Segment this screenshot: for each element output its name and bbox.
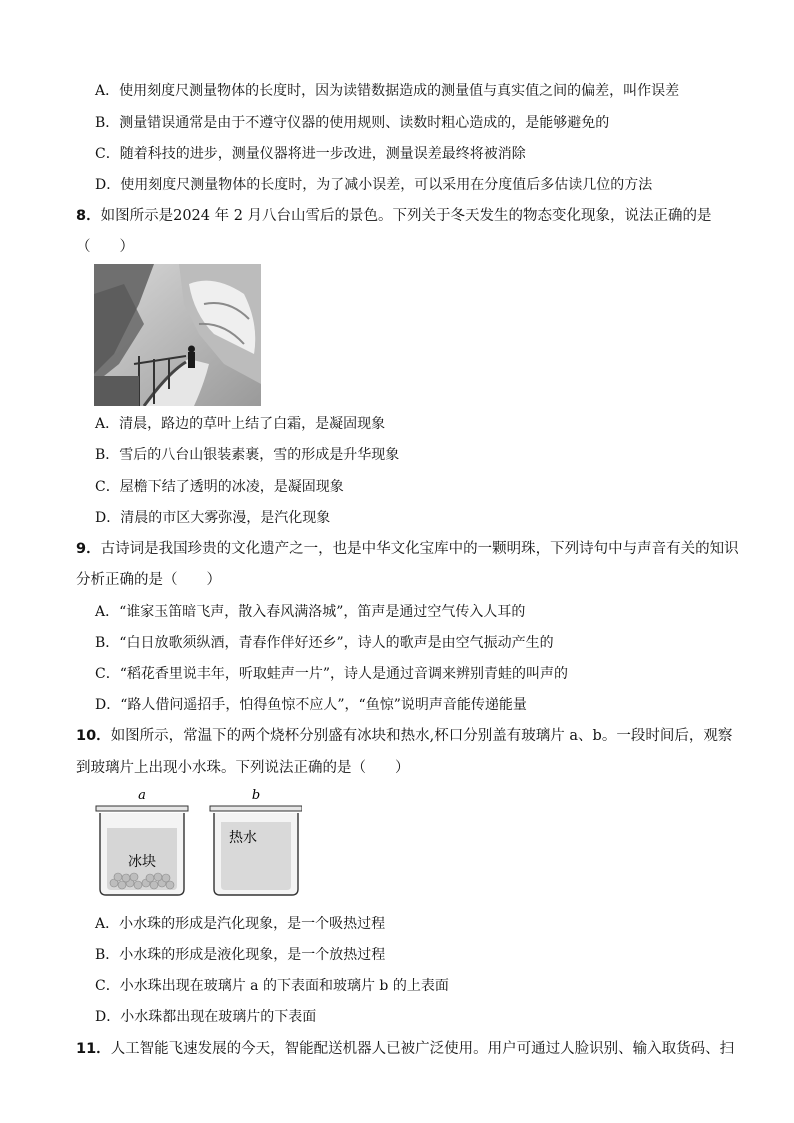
q9-option-c: C．“稻花香里说丰年，听取蛙声一片”，诗人是通过音调来辨别青蛙的叫声的 [95,666,569,682]
beaker-b [210,806,302,895]
q9-stem-line2: 分析正确的是（ ） [76,572,221,588]
glass-plate-a [96,806,188,811]
q11-stem-text: 人工智能飞速发展的今天，智能配送机器人已被广泛使用。用户可通过人脸识别、输入取货码、扫 [110,1041,735,1057]
hot-water-label: 热水 [229,830,257,846]
q8-option-b: B．雪后的八台山银装素裹，雪的形成是升华现象 [95,447,400,463]
q10-option-b: B．小水珠的形成是液化现象，是一个放热过程 [95,947,386,963]
q9-option-d: D．“路人借问遥招手，怕得鱼惊不应人”，“鱼惊”说明声音能传递能量 [95,697,527,713]
ice-label: 冰块 [128,854,156,870]
glass-plate-b [210,806,302,811]
q10-option-d: D．小水珠都出现在玻璃片的下表面 [95,1009,317,1025]
q8-stem [76,207,712,225]
q7-option-c: C．随着科技的进步，测量仪器将进一步改进，测量误差最终将被消除 [95,146,526,162]
q10-stem [76,727,732,745]
q11-number: 11． [76,1041,111,1057]
q9-stem [76,540,739,558]
q10-option-c: C．小水珠出现在玻璃片 a 的下表面和玻璃片 b 的上表面 [95,978,449,994]
q10-number: 10． [76,728,111,744]
q9-option-a: A．“谁家玉笛暗飞声，散入春风满洛城”，笛声是通过空气传入人耳的 [95,604,526,620]
q9-option-b: B．“白日放歌须纵酒，青春作伴好还乡”，诗人的歌声是由空气振动产生的 [95,635,554,651]
q7-option-d: D．使用刻度尺测量物体的长度时，为了减小误差，可以采用在分度值后多估读几位的方法 [95,177,653,193]
q9-stem-text: 古诗词是我国珍贵的文化遗产之一，也是中华文化宝库中的一颗明珠，下列诗句中与声音有关的知识 [100,541,739,557]
q8-stem-text: 如图所示是2024 年 2 月八台山雪后的景色。下列关于冬天发生的物态变化现象，说法正确的是 [100,208,712,224]
q8-answer-paren: （ ） [76,239,134,255]
beaker-a [96,806,188,895]
q8-number: 8． [76,208,101,224]
q10-stem-line2: 到玻璃片上出现小水珠。下列说法正确的是（ ） [76,760,410,776]
label-a: a [138,788,146,803]
snow-scene-photo [94,264,261,406]
beakers-figure [92,786,302,898]
q9-number: 9． [76,541,101,557]
q10-stem-text: 如图所示，常温下的两个烧杯分别盛有冰块和热水,杯口分别盖有玻璃片 a、b。一段时间后，观察 [110,728,733,744]
q8-option-d: D．清晨的市区大雾弥漫，是汽化现象 [95,510,331,526]
q10-option-a: A．小水珠的形成是汽化现象，是一个吸热过程 [95,916,386,932]
q7-option-b: B．测量错误通常是由于不遵守仪器的使用规则、读数时粗心造成的，是能够避免的 [95,115,610,131]
q7-option-a: A．使用刻度尺测量物体的长度时，因为读错数据造成的测量值与真实值之间的偏差，叫作误差 [95,83,680,99]
q8-option-a: A．清晨，路边的草叶上结了白霜，是凝固现象 [95,416,386,432]
q11-stem [76,1040,734,1058]
q8-option-c: C．屋檐下结了透明的冰凌，是凝固现象 [95,479,344,495]
label-b: b [251,788,261,803]
